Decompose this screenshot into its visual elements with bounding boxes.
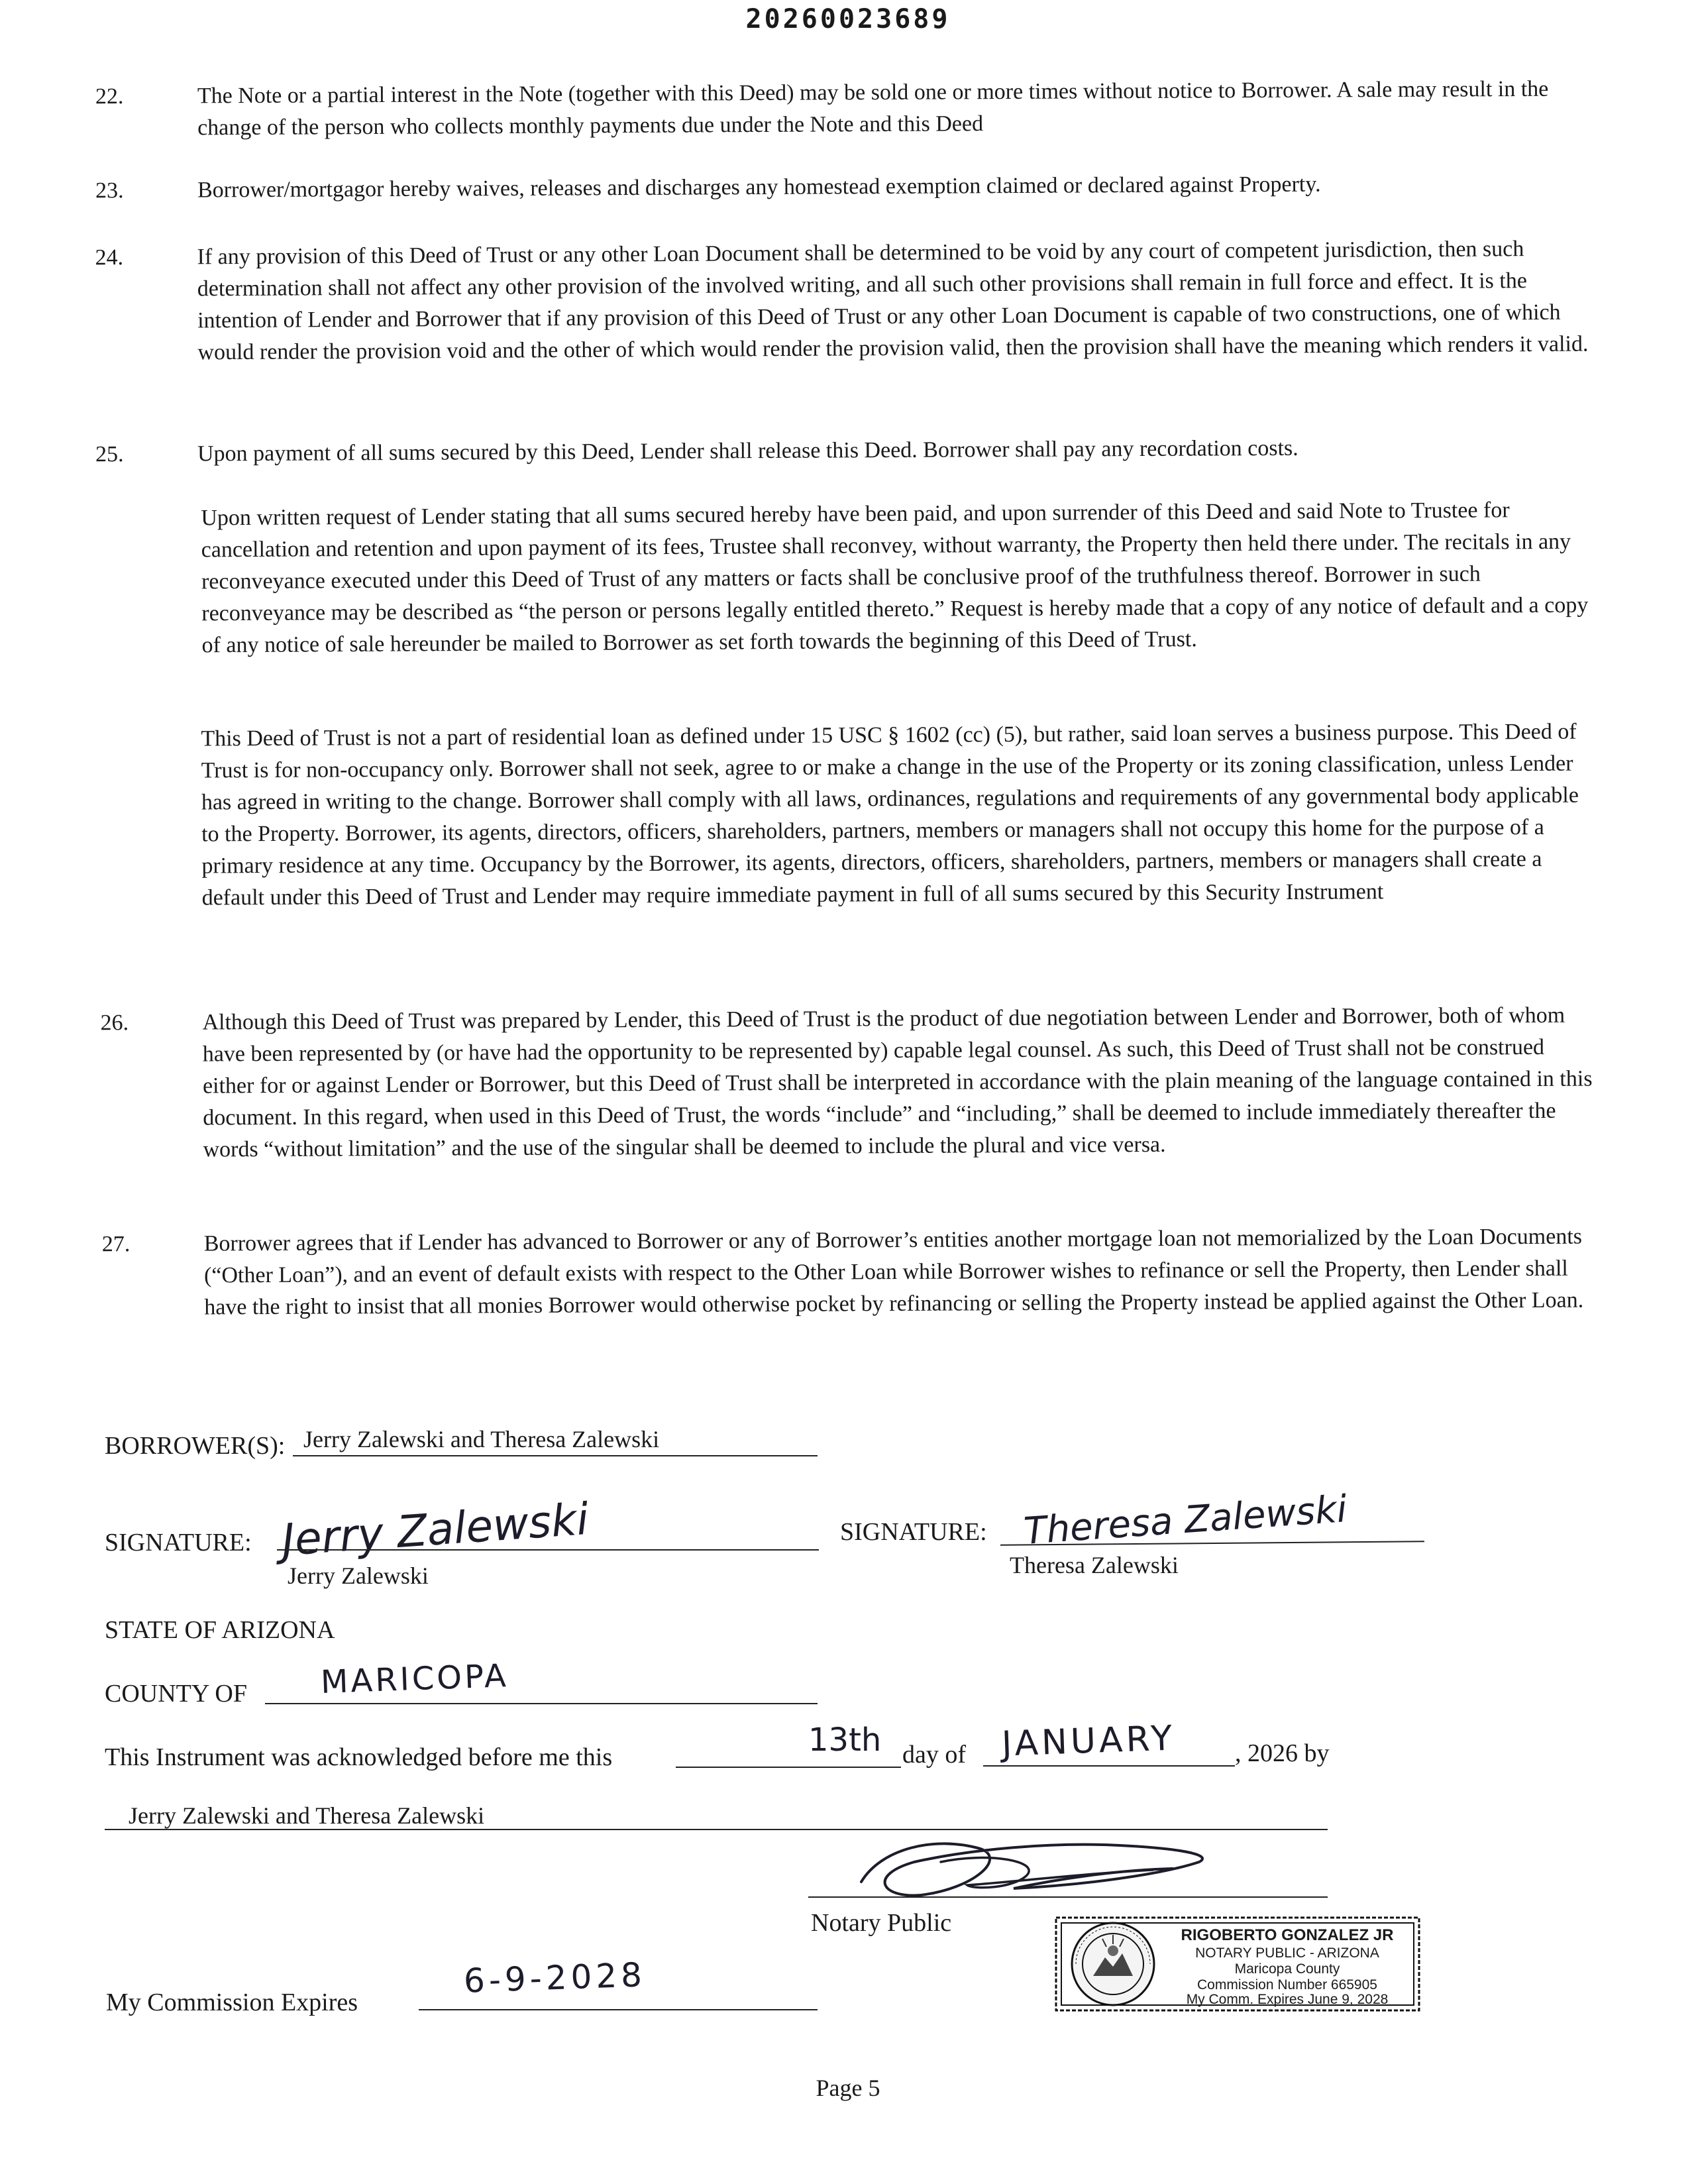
county-label: COUNTY OF bbox=[105, 1680, 247, 1708]
ack-day-underline bbox=[676, 1767, 901, 1768]
paragraph-number: 24. bbox=[95, 245, 124, 270]
paragraph-number: 26. bbox=[100, 1010, 129, 1036]
paragraph-text: If any provision of this Deed of Trust or any other Loan Document shall be determined to be void by any court of competent jurisdiction, then such determination shall not affect any other provision of the involved writing, and all such other provisions shall remain in full force and effect. It is the intention of Lender and Borrower that if any provision of this Deed of Trust or any other Loan Document is capable of two constructions, one of which would render the provision void and the other of which would render the provision valid, then the provision shall have the meaning which renders it valid. bbox=[197, 237, 1589, 365]
borrowers-names: Jerry Zalewski and Theresa Zalewski bbox=[303, 1426, 660, 1452]
ack-month-handwriting: JANUARY bbox=[1001, 1718, 1177, 1765]
paragraph-text: Borrower/mortgagor hereby waives, releases and discharges any homestead exemption claimed or declared against Property. bbox=[197, 172, 1321, 203]
arizona-seal-icon bbox=[1067, 1918, 1159, 2010]
paragraph-26 bbox=[100, 1000, 1594, 1166]
signature-1-printed-name: Jerry Zalewski bbox=[288, 1562, 429, 1589]
paragraph-number: 25. bbox=[95, 442, 124, 467]
stamp-name: RIGOBERTO GONZALEZ JR bbox=[1181, 1926, 1394, 1944]
county-handwriting: MARICOPA bbox=[320, 1657, 509, 1701]
notary-signature-line bbox=[808, 1896, 1328, 1898]
paragraph-27 bbox=[101, 1221, 1596, 1324]
ack-day-handwriting: 13th bbox=[808, 1721, 882, 1759]
ack-month-underline bbox=[983, 1765, 1235, 1767]
paragraph-25-business-purpose bbox=[201, 716, 1599, 914]
commission-handwriting: 6-9-2028 bbox=[463, 1955, 647, 2000]
paragraph-25-reconveyance bbox=[201, 494, 1593, 662]
paragraph-number: 23. bbox=[95, 178, 124, 203]
signature-2-printed-name: Theresa Zalewski bbox=[1010, 1552, 1179, 1578]
signature-2-label: SIGNATURE: bbox=[840, 1518, 987, 1546]
ack-names: Jerry Zalewski and Theresa Zalewski bbox=[129, 1802, 485, 1829]
borrowers-underline bbox=[293, 1455, 818, 1456]
notary-signature-icon bbox=[841, 1822, 1239, 1908]
signature-1-handwriting: Jerry Zalewski bbox=[280, 1493, 591, 1566]
paragraph-number: 27. bbox=[101, 1232, 131, 1257]
paragraph-text: Borrower agrees that if Lender has advanced to Borrower or any of Borrower’s entities another mortgage loan not memorialized by the Loan Documents (“Other Loan”), and an event of default exists with respect to the Other Loan while Borrower wishes to refinance or sell the Property, then Lender shall have the right to insist that all monies Borrower would otherwise pocket by refinancing or selling the Property instead be applied against the Other Loan. bbox=[203, 1224, 1584, 1320]
paragraph-25 bbox=[95, 431, 1589, 470]
stamp-commission-number: Commission Number 665905 bbox=[1197, 1977, 1377, 1993]
stamp-county: Maricopa County bbox=[1234, 1961, 1340, 1977]
commission-label: My Commission Expires bbox=[106, 1989, 358, 2016]
ack-year: , 2026 by bbox=[1235, 1739, 1330, 1767]
paragraph-24 bbox=[95, 233, 1589, 369]
borrowers-label: BORROWER(S): bbox=[105, 1432, 286, 1460]
paragraph-text: Although this Deed of Trust was prepared by Lender, this Deed of Trust is the product of due negotiation between Lender and Borrower, both of whom have been represented by (or have had the opportunity to be represented by) capable legal counsel. As such, this Deed of Trust shall not be construed either for or against Lender or Borrower, but this Deed of Trust shall be interpreted in accordance with the plain meaning of the language contained in this document. In this regard, when used in this Deed of Trust, the words “include” and “including,” shall be deemed to include immediately thereafter the words “without limitation” and the use of the singular shall be deemed to include the plural and vice versa. bbox=[202, 1003, 1593, 1162]
notary-public-label: Notary Public bbox=[811, 1909, 952, 1937]
paragraph-23 bbox=[95, 168, 1589, 207]
document-number: 20260023689 bbox=[745, 4, 951, 34]
paragraph-text: The Note or a partial interest in the Note (together with this Deed) may be sold one or more times without notice to Borrower. A sale may result in the change of the person who collects monthly payments due under the Note and this Deed bbox=[197, 76, 1549, 140]
signature-1-label: SIGNATURE: bbox=[105, 1529, 252, 1556]
paragraph-text: This Deed of Trust is not a part of residential loan as defined under 15 USC § 1602 (cc) (5), but rather, said loan serves a business purpose. This Deed of Trust is for non-occupancy only. Borrower shall not seek, agree to or make a change in the use of the Property or its zoning classification, unless Lender has agreed in writing to the change. Borrower shall comply with all laws, ordinances, regulations and requirements of any governmental body applicable to the Property. Borrower, its agents, directors, officers, shareholders, partners, members or managers shall not occupy this home for the purpose of a primary residence at any time. Occupancy by the Borrower, its agents, directors, officers, shareholders, partners, members or managers shall create a default under this Deed of Trust and Lender may require immediate payment in full of all sums secured by this Security Instrument bbox=[201, 719, 1579, 910]
signature-2-handwriting: Theresa Zalewski bbox=[1022, 1488, 1349, 1553]
paragraph-text: Upon written request of Lender stating that all sums secured hereby have been paid, and upon surrender of this Deed and said Note to Trustee for cancellation and retention and upon payment of its fees, Trustee shall reconvey, without warranty, the Property then held there under. The recitals in any reconveyance executed under this Deed of Trust of any matters or facts shall be conclusive proof of the truthfulness thereof. Borrower in such reconveyance may be described as “the person or persons legally entitled thereto.” Request is hereby made that a copy of any notice of default and a copy of any notice of sale hereunder be mailed to Borrower as set forth towards the beginning of this Deed of Trust. bbox=[201, 498, 1589, 658]
state-line: STATE OF ARIZONA bbox=[105, 1616, 335, 1644]
paragraph-text: Upon payment of all sums secured by this Deed, Lender shall release this Deed. Borrower shall pay any recordation costs. bbox=[197, 435, 1298, 466]
stamp-title: NOTARY PUBLIC - ARIZONA bbox=[1195, 1945, 1379, 1961]
page-number: Page 5 bbox=[816, 2075, 880, 2101]
ack-day-of: day of bbox=[902, 1741, 967, 1769]
paragraph-number: 22. bbox=[95, 84, 124, 109]
stamp-expires: My Comm. Expires June 9, 2028 bbox=[1186, 1992, 1389, 2007]
ack-prefix: This Instrument was acknowledged before me this bbox=[105, 1743, 613, 1771]
signature-1-line bbox=[277, 1549, 819, 1551]
commission-underline bbox=[419, 2009, 818, 2010]
notary-stamp bbox=[1052, 1914, 1423, 2014]
paragraph-22 bbox=[95, 74, 1569, 144]
county-underline bbox=[265, 1703, 818, 1704]
